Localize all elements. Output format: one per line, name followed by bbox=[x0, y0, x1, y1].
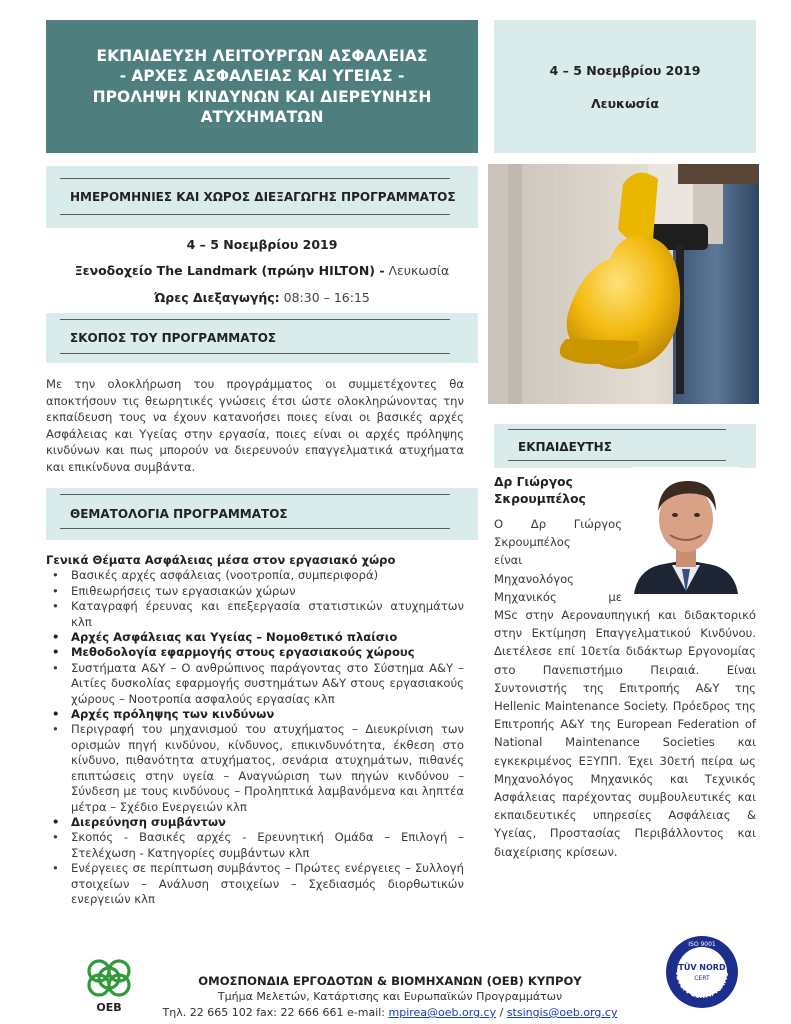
bio-line-5: Μηχανικός με bbox=[494, 589, 622, 604]
bio-line-4: Μηχανολόγος bbox=[494, 571, 574, 586]
section-instructor bbox=[494, 424, 756, 468]
title-line-3: ΠΡΟΛΗΨΗ ΚΙΝΔΥΝΩΝ ΚΑΙ ΔΙΕΡΕΥΝΗΣΗ bbox=[92, 87, 432, 106]
instructor-name bbox=[494, 474, 586, 508]
topic-item-text: • Βασικές αρχές ασφάλειας (νοοτροπία, συμπεριφορά) bbox=[71, 568, 379, 583]
topics-list bbox=[46, 553, 464, 907]
topic-item bbox=[46, 830, 464, 861]
instructor-bio-narrow bbox=[494, 515, 622, 606]
topic-item-text: • Αρχές Ασφάλειας και Υγείας – Νομοθετικό πλαίσιο bbox=[71, 630, 398, 645]
footer-contact bbox=[160, 1006, 620, 1019]
venue-hours bbox=[46, 290, 478, 305]
topic-item bbox=[46, 861, 464, 907]
venue-hotel-city: Λευκωσία bbox=[384, 263, 450, 278]
topic-item bbox=[46, 661, 464, 707]
topic-item-text: • Καταγραφή έρευνας και επεξεργασία στατιστικών ατυχημάτων κλπ bbox=[71, 599, 464, 629]
email-link-2[interactable]: stsingis@oeb.org.cy bbox=[506, 1006, 618, 1019]
event-city: Λευκωσία bbox=[590, 95, 659, 111]
cert-ring-text: YSTEM CERTIFICATIO bbox=[673, 970, 731, 1001]
title-line-1: ΕΚΠΑΙΔΕΥΣΗ ΛΕΙΤΟΥΡΓΩΝ ΑΣΦΑΛΕΙΑΣ bbox=[96, 46, 428, 65]
topic-item bbox=[46, 599, 464, 630]
instructor-name-line2: Σκρουμπέλος bbox=[494, 492, 586, 506]
topic-item bbox=[46, 815, 464, 830]
purpose-text: Με την ολοκλήρωση του προγράμματος οι συμμετέχοντες θα αποκτήσουν τις θεωρητικές γνώσεις έτσι ώστε ολοκληρώνοντας την εκπαίδευση τους να έχουν κατανοήσει ποιες είναι οι βασικές αρχές Ασφάλειας και Υγείας στην εργασία, ποιες είναι οι αρχές πρόληψης κινδύνων και πως μπορούν να διερευνούν επαγγελματικά ατυχήματα και επικίνδυνα συμβάντα. bbox=[46, 377, 464, 474]
email-separator: / bbox=[496, 1006, 507, 1019]
topic-item-text: • Σκοπός - Βασικές αρχές - Ερευνητική Ομάδα – Επιλογή – Στελέχωση - Κατηγορίες συμβάντων κλπ bbox=[71, 830, 464, 860]
title-line-2: - ΑΡΧΕΣ ΑΣΦΑΛΕΙΑΣ ΚΑΙ ΥΓΕΙΑΣ - bbox=[119, 67, 405, 85]
section-dates-venue bbox=[46, 166, 478, 228]
section-dates-venue-label: ΗΜΕΡΟΜΗΝΙΕΣ ΚΑΙ ΧΩΡΟΣ ΔΙΕΞΑΓΩΓΗΣ ΠΡΟΓΡΑΜΜΑΤΟΣ bbox=[70, 190, 456, 204]
topic-item-text: • Ενέργειες σε περίπτωση συμβάντος – Πρώτες ενέργειες – Συλλογή στοιχείων – Ανάλυση στοιχείων – Σχεδιασμός διορθωτικών ενεργειών κλπ bbox=[71, 861, 464, 906]
hard-hat-photo bbox=[488, 164, 759, 404]
cert-sub-text: CERT bbox=[694, 975, 710, 982]
venue-hours-value: 08:30 – 16:15 bbox=[279, 290, 370, 305]
topic-item-text: • Μεθοδολογία εφαρμογής στους εργασιακούς χώρους bbox=[71, 645, 415, 660]
instructor-bio: MSc στην Αεροναυπηγική και διδακτορικό στην Εκτίμηση Επαγγελματικού Κινδύνου. Διετέλεσε επί 10ετία διδάκτωρ Εργονομίας στο Πανεπιστήμιο Πειραιά. Είναι Συντονιστής της Επιτροπής Α&Υ της Hellenic Maintenance Society. Πρόεδρος της Επιτροπής Α&Υ της European Federation of National Maintenance Societies και εγκεκριμένος ΕΞΥΠΠ. Έχει 30ετή πείρα ως Μηχανολόγος Μηχανικός και Τεχνικός Ασφάλειας παρέχοντας συμβουλευτικές και εκπαιδευτικές υπηρεσίες Ασφάλειας & Υγείας, Προστασίας Περιβάλλοντος και διαχείρισης κρίσεων. bbox=[494, 608, 756, 859]
topic-items bbox=[46, 568, 464, 907]
topic-item-text: • Διερεύνηση συμβάντων bbox=[71, 814, 226, 829]
topic-item bbox=[46, 645, 464, 660]
topic-item-text: • Αρχές πρόληψης των κινδύνων bbox=[71, 707, 275, 722]
instructor-name-line1: Δρ Γιώργος bbox=[494, 475, 573, 489]
event-date: 4 – 5 Νοεμβρίου 2019 bbox=[549, 62, 701, 78]
section-topics bbox=[46, 488, 478, 540]
footer-org: ΟΜΟΣΠΟΝΔΙΑ ΕΡΓΟΔΟΤΩΝ & ΒΙΟΜΗΧΑΝΩΝ (ΟΕΒ) ΚΥΠΡΟΥ bbox=[198, 974, 582, 988]
venue-hours-label: Ώρες Διεξαγωγής: bbox=[154, 290, 280, 305]
bio-line-3: είναι bbox=[494, 553, 523, 568]
cert-brand-text: TÜV NORD bbox=[678, 963, 726, 972]
topic-item bbox=[46, 584, 464, 599]
cert-top-text: ISO 9001 bbox=[688, 941, 716, 948]
section-purpose-label: ΣΚΟΠΟΣ ΤΟΥ ΠΡΟΓΡΑΜΜΑΤΟΣ bbox=[70, 331, 277, 345]
title-line-4: ΑΤΥΧΗΜΑΤΩΝ bbox=[200, 108, 324, 126]
topic-item-text: • Συστήματα Α&Υ – Ο ανθρώπινος παράγοντας στο Σύστημα Α&Υ – Αιτίες δυσκολίας εφαρμογής συστημάτων Α&Υ στους εργασιακούς χώρους – Νοοτροπία ασφαλούς εργασίας κλπ bbox=[71, 660, 464, 706]
topic-item-text: • Περιγραφή του μηχανισμού του ατυχήματος – Διευκρίνιση των ορισμών πηγή κινδύνου, κίνδυνος, επικινδυνότητα, έκθεση στο κίνδυνο, πιθανότητα ατυχήματος, σενάρια ατυχημάτων, πιθανές επιπτώσεις στην υγεία – Αναγνώριση των πηγών κινδύνου – Σύνδεση με τους κινδύνους – Προληπτικά λαμβανόμενα και ληπτέα μέτρα – Σχέδιο Ενεργειών κλπ bbox=[71, 722, 464, 814]
section-topics-label: ΘΕΜΑΤΟΛΟΓΙΑ ΠΡΟΓΡΑΜΜΑΤΟΣ bbox=[70, 507, 288, 521]
topic-item bbox=[46, 707, 464, 722]
venue-hotel bbox=[46, 263, 478, 278]
topic-item-text: • Επιθεωρήσεις των εργασιακών χώρων bbox=[71, 583, 296, 598]
oeb-logo bbox=[78, 955, 140, 1017]
date-location-box bbox=[494, 20, 756, 153]
section-purpose bbox=[46, 313, 478, 363]
topic-item bbox=[46, 630, 464, 645]
tuv-cert-badge bbox=[664, 934, 740, 1010]
footer-phone: Τηλ. 22 665 102 fax: 22 666 661 e-mail: bbox=[162, 1006, 389, 1019]
topic-item bbox=[46, 722, 464, 814]
email-link-1[interactable]: mpirea@oeb.org.cy bbox=[388, 1006, 497, 1019]
bio-line-2: Σκρουμπέλος bbox=[494, 535, 571, 550]
oeb-logo-text: ΟΕΒ bbox=[96, 1001, 122, 1014]
instructor-portrait bbox=[632, 467, 740, 594]
section-instructor-label: ΕΚΠΑΙΔΕΥΤΗΣ bbox=[518, 440, 612, 454]
venue-hotel-name: Ξενοδοχείο The Landmark (πρώην HILTON) - bbox=[74, 263, 385, 278]
topics-heading: Γενικά Θέματα Ασφάλειας μέσα στον εργασιακό χώρο bbox=[46, 553, 396, 567]
footer-dept: Τμήμα Μελετών, Κατάρτισης και Ευρωπαϊκών Προγραμμάτων bbox=[217, 990, 563, 1003]
venue-date: 4 – 5 Νοεμβρίου 2019 bbox=[186, 237, 338, 252]
bio-line-1: Ο Δρ Γιώργος bbox=[494, 517, 622, 531]
program-title bbox=[46, 20, 478, 153]
topic-item bbox=[46, 568, 464, 583]
